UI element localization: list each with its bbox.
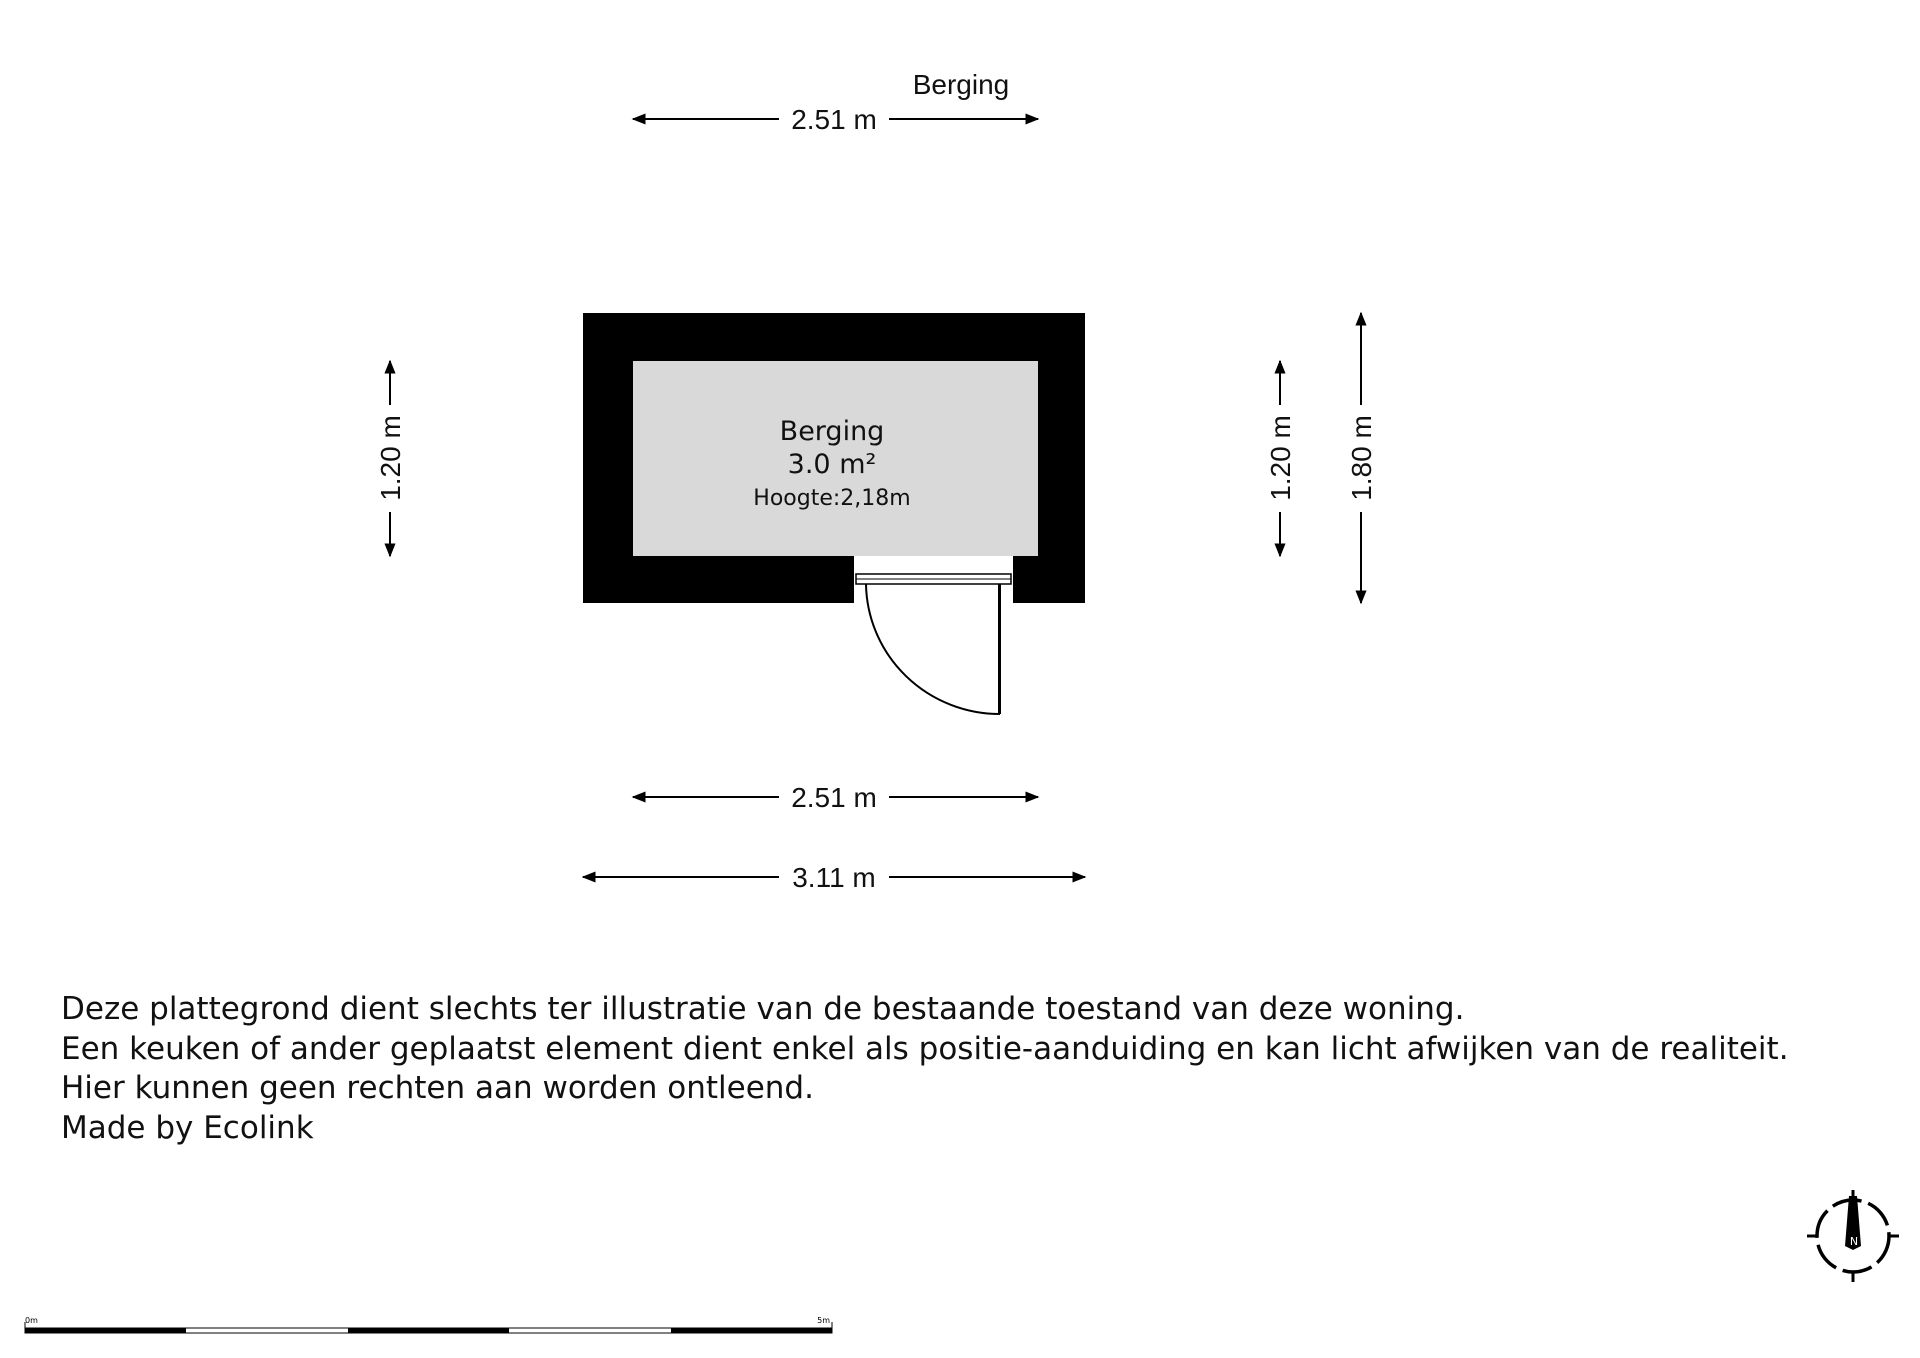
dimension-bottom-inner — [633, 782, 1038, 813]
disclaimer-line: Een keuken of ander geplaatst element dient enkel als positie-aanduiding en kan licht afwijken van de realiteit. — [61, 1030, 1789, 1067]
scale-end-label: 5m — [817, 1316, 830, 1325]
disclaimer-credit: Made by Ecolink — [61, 1109, 314, 1146]
disclaimer — [61, 990, 1789, 1148]
door-leaf — [998, 584, 1001, 714]
floor-title: Berging — [912, 69, 1010, 100]
room-area: 3.0 m² — [787, 449, 877, 480]
dimension-label: 2.51 m — [791, 782, 877, 813]
dimension-label: 1.20 m — [375, 415, 406, 501]
dimension-right-inner — [1265, 361, 1296, 556]
dimension-left-inner — [375, 361, 406, 556]
disclaimer-line: Deze plattegrond dient slechts ter illustratie van de bestaande toestand van deze woning. — [61, 991, 1465, 1027]
dimension-right-outer — [1346, 313, 1377, 603]
dimension-label: 1.20 m — [1265, 415, 1296, 501]
dimension-label: 3.11 m — [792, 862, 876, 893]
scale-start-label: 0m — [25, 1316, 38, 1325]
disclaimer-line: Hier kunnen geen rechten aan worden ontleend. — [61, 1070, 814, 1106]
scale-bar — [25, 1316, 832, 1333]
compass-rose-icon — [1807, 1190, 1899, 1282]
room-name: Berging — [779, 416, 885, 447]
dimension-top-inner — [633, 104, 1038, 135]
dimension-label: 1.80 m — [1346, 415, 1377, 501]
room-height: Hoogte:2,18m — [753, 486, 911, 511]
dimension-bottom-outer — [583, 862, 1085, 893]
compass-north-label: N — [1849, 1235, 1859, 1248]
dimension-label: 2.51 m — [791, 104, 877, 135]
